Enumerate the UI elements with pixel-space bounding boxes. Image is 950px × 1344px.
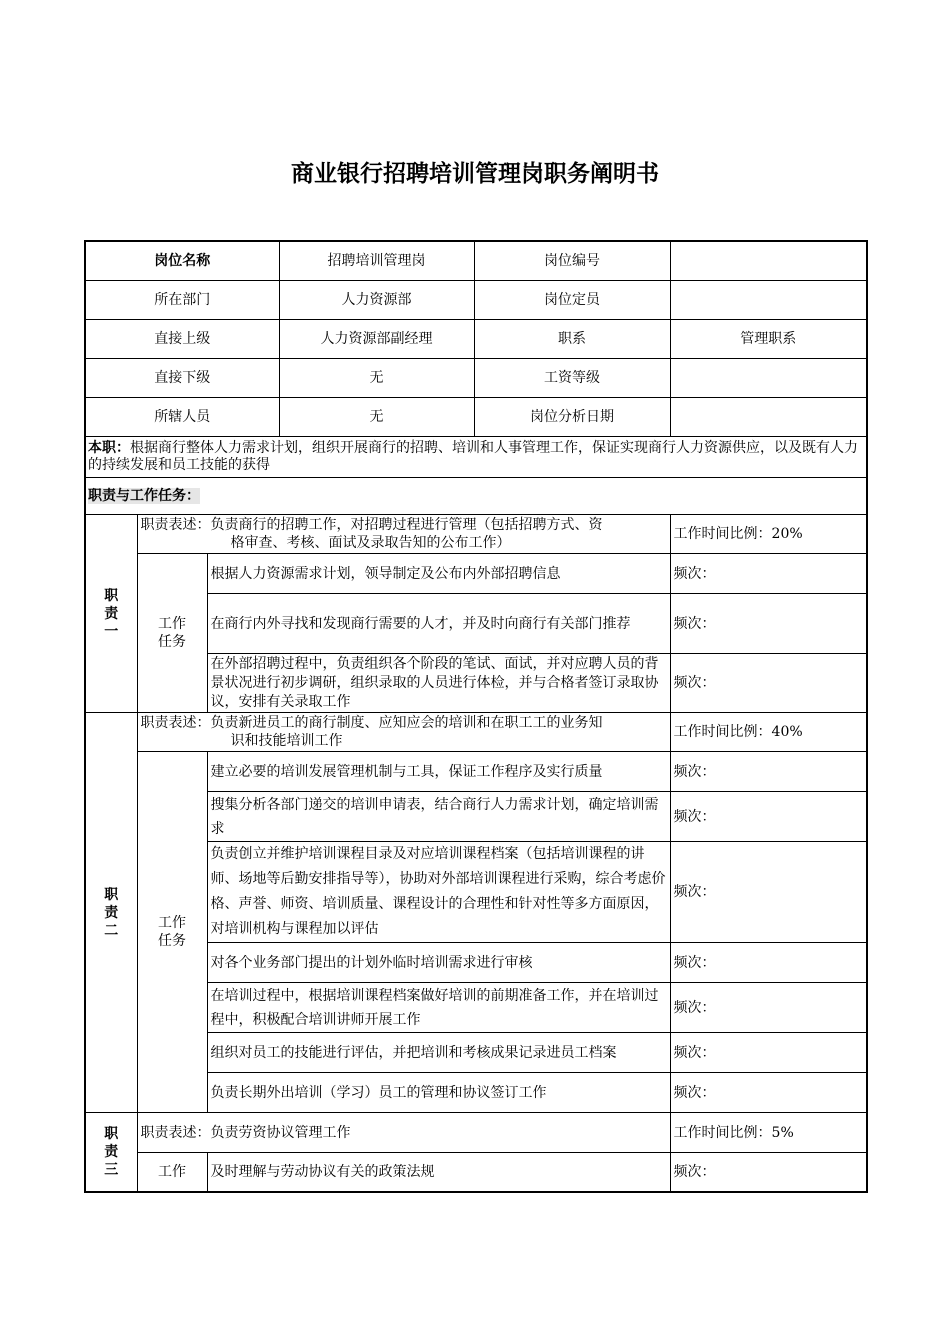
duty2-desc-line2: 识和技能培训工作 <box>230 733 343 749</box>
info-label: 所辖人员 <box>85 398 279 437</box>
task-text: 组织对员工的技能进行评估，并把培训和考核成果记录进员工档案 <box>207 1033 670 1073</box>
info-label: 直接上级 <box>85 320 279 359</box>
duty3-name-char: 职 <box>104 1126 119 1142</box>
task-frequency: 频次： <box>670 983 867 1033</box>
info-row <box>85 320 867 359</box>
task-text: 负责创立并维护培训课程目录及对应培训课程档案（包括培训课程的讲师、场地等后勤安排指导等），协助对外部培训课程进行采购，综合考虑价格、声誉、师资、培训质量、课程设计的合理性和针对性等多方面原因，对培训机构与课程加以评估 <box>207 842 670 943</box>
task-frequency: 频次： <box>670 1153 867 1193</box>
duty3-desc <box>137 1113 670 1153</box>
duty3-ratio: 工作时间比例：5% <box>670 1113 867 1153</box>
duty1-desc <box>137 515 670 554</box>
work-label: 工作 <box>158 915 186 931</box>
task-row <box>85 752 867 792</box>
info-row <box>85 241 867 281</box>
task-text: 及时理解与劳动协议有关的政策法规 <box>207 1153 670 1193</box>
duty1-name-char: 职 <box>104 587 119 604</box>
info-row <box>85 359 867 398</box>
job-description-table <box>84 240 868 1193</box>
info-row <box>85 281 867 320</box>
work-label: 工作 <box>158 616 186 632</box>
duty1-name <box>85 515 137 713</box>
info-value: 人力资源部 <box>279 281 474 320</box>
info-label: 职系 <box>474 320 670 359</box>
summary-cell <box>85 437 867 478</box>
task-text: 搜集分析各部门递交的培训申请表，结合商行人力需求计划，确定培训需求 <box>207 792 670 842</box>
task-frequency: 频次： <box>670 654 867 713</box>
duty1-desc-line1: 负责商行的招聘工作，对招聘过程进行管理（包括招聘方式、资 <box>210 517 603 533</box>
task-frequency: 频次： <box>670 842 867 943</box>
task-label: 任务 <box>158 933 186 949</box>
duty3-desc-label: 职责表述： <box>140 1124 211 1141</box>
task-text: 在外部招聘过程中，负责组织各个阶段的笔试、面试，并对应聘人员的背景状况进行初步调研，组织录取的人员进行体检，并与合格者签订录取协议，安排有关录取工作 <box>207 654 670 713</box>
info-value <box>670 398 867 437</box>
task-text: 建立必要的培训发展管理机制与工具，保证工作程序及实行质量 <box>207 752 670 792</box>
info-value: 无 <box>279 359 474 398</box>
task-label: 任务 <box>158 634 186 650</box>
duty1-desc-row <box>85 515 867 554</box>
task-frequency: 频次： <box>670 943 867 983</box>
task-frequency: 频次： <box>670 1073 867 1113</box>
task-text: 在培训过程中，根据培训课程档案做好培训的前期准备工作，并在培训过程中，积极配合培训讲师开展工作 <box>207 983 670 1033</box>
info-label: 岗位分析日期 <box>474 398 670 437</box>
summary-text: 根据商行整体人力需求计划，组织开展商行的招聘、培训和人事管理工作，保证实现商行人力资源供应，以及既有人力的持续发展和员工技能的获得 <box>88 440 858 473</box>
duty2-name-char: 二 <box>104 922 119 939</box>
duty3-name-char: 责 <box>104 1144 119 1160</box>
summary-label: 本职： <box>88 440 130 456</box>
task-frequency: 频次： <box>670 752 867 792</box>
duty2-name-char: 责 <box>104 904 119 921</box>
duty3-desc-row <box>85 1113 867 1153</box>
summary-row <box>85 437 867 478</box>
info-label: 岗位定员 <box>474 281 670 320</box>
duty1-work-task-label <box>137 554 207 713</box>
task-frequency: 频次： <box>670 554 867 594</box>
task-text: 负责长期外出培训（学习）员工的管理和协议签订工作 <box>207 1073 670 1113</box>
task-text: 根据人力资源需求计划，领导制定及公布内外部招聘信息 <box>207 554 670 594</box>
duty3-work-label: 工作 <box>137 1153 207 1193</box>
info-value <box>670 241 867 281</box>
duties-header-label: 职责与工作任务： <box>88 488 200 504</box>
duty1-ratio: 工作时间比例：20% <box>670 515 867 554</box>
task-frequency: 频次： <box>670 792 867 842</box>
duties-header-row <box>85 478 867 515</box>
duty1-name-char: 责 <box>104 605 119 622</box>
info-label: 工资等级 <box>474 359 670 398</box>
duty3-desc-line1: 负责劳资协议管理工作 <box>210 1124 351 1141</box>
info-value: 无 <box>279 398 474 437</box>
duty2-desc-line1: 负责新进员工的商行制度、应知应会的培训和在职工工的业务知 <box>210 715 603 731</box>
task-text: 对各个业务部门提出的计划外临时培训需求进行审核 <box>207 943 670 983</box>
duty3-name-char: 三 <box>104 1162 119 1178</box>
task-row <box>85 554 867 594</box>
duty2-name-char: 职 <box>104 886 119 903</box>
task-text: 在商行内外寻找和发现商行需要的人才，并及时向商行有关部门推荐 <box>207 594 670 654</box>
info-value: 人力资源部副经理 <box>279 320 474 359</box>
info-row <box>85 398 867 437</box>
task-frequency: 频次： <box>670 1033 867 1073</box>
info-label: 岗位名称 <box>85 241 279 281</box>
page-title: 商业银行招聘培训管理岗职务阐明书 <box>291 161 659 187</box>
task-row <box>85 1153 867 1193</box>
duty2-desc-row <box>85 713 867 752</box>
duty2-ratio: 工作时间比例：40% <box>670 713 867 752</box>
duty2-desc-label: 职责表述： <box>140 715 211 731</box>
info-value: 管理职系 <box>670 320 867 359</box>
duty2-name <box>85 713 137 1113</box>
duties-header <box>85 478 867 515</box>
info-label: 岗位编号 <box>474 241 670 281</box>
duty1-name-char: 一 <box>104 623 119 640</box>
duty1-desc-label: 职责表述： <box>140 517 211 533</box>
info-value <box>670 281 867 320</box>
duty2-work-task-label <box>137 752 207 1113</box>
duty3-name <box>85 1113 137 1193</box>
info-value: 招聘培训管理岗 <box>279 241 474 281</box>
duty1-desc-line2: 格审查、考核、面试及录取告知的公布工作） <box>230 535 511 551</box>
info-label: 直接下级 <box>85 359 279 398</box>
task-frequency: 频次： <box>670 594 867 654</box>
info-label: 所在部门 <box>85 281 279 320</box>
duty2-desc <box>137 713 670 752</box>
info-value <box>670 359 867 398</box>
